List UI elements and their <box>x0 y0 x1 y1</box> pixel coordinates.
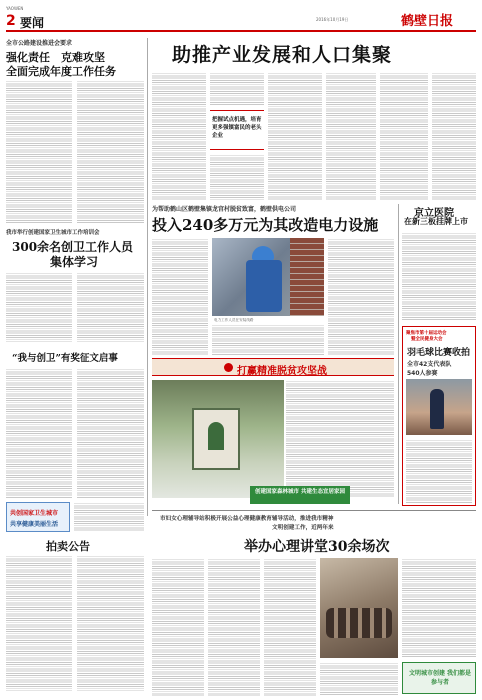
article-body <box>210 154 264 200</box>
lead-headline: 助推产业发展和人口集聚 <box>172 44 393 66</box>
column-divider <box>147 38 148 516</box>
article-body <box>152 238 208 356</box>
brick-wall <box>290 238 324 316</box>
banner-text: 共享健康美丽生活 <box>10 521 59 528</box>
badminton-box <box>402 326 476 506</box>
player-figure <box>430 389 444 429</box>
article-title: 集体学习 <box>50 255 99 269</box>
article-body <box>210 72 264 106</box>
article-body <box>286 380 394 498</box>
article-body <box>380 72 428 200</box>
article-hygiene-training <box>6 228 148 344</box>
article-essay-notice <box>6 350 144 500</box>
badminton-photo <box>406 379 472 435</box>
article-power-grid <box>152 204 394 356</box>
article-title: “我与创卫”有奖征文启事 <box>12 353 118 364</box>
article-kicker: 为帮助鹤山区鹤壁集镇龙宫村脱贫致富，鹤壁供电公司 <box>152 206 297 213</box>
lecture-photo <box>320 558 398 658</box>
banner-text: 共创国家卫生城市 <box>10 510 59 517</box>
worker-helmet <box>252 246 274 260</box>
article-industry <box>152 38 476 200</box>
article-body <box>402 232 476 320</box>
article-headline: 举办心理讲堂30余场次 <box>244 539 390 555</box>
article-body <box>432 72 476 200</box>
article-kicker: 市妇女心理辅导站积极开展公益心理健康教育辅导活动，推进我市精神 <box>160 516 334 522</box>
article-title: 京立医院 <box>414 208 454 219</box>
masthead-meta-left: YAOWEN <box>6 6 24 11</box>
article-body <box>74 502 144 532</box>
article-headline: 投入240多万元为其改造电力设施 <box>152 216 379 234</box>
bottom-rule <box>152 510 476 511</box>
banner-text: 创建国家森林城市 共建生态宜居家园 <box>255 489 345 495</box>
auction-notice <box>6 538 144 694</box>
article-body <box>77 80 144 224</box>
power-worker-photo <box>212 238 324 316</box>
article-body <box>152 72 206 200</box>
article-body <box>406 439 472 503</box>
civilization-banner <box>402 662 476 694</box>
article-title: 强化责任 克难攻坚 <box>6 51 105 64</box>
article-body <box>212 324 324 356</box>
box-title: 羽毛球比赛收拍 <box>407 348 471 358</box>
article-body <box>6 80 72 224</box>
box-kicker: 聚焦市第十届运动会 <box>406 331 447 336</box>
article-body <box>77 368 144 498</box>
notice-title: 拍卖公告 <box>46 540 90 553</box>
page-number: 2 <box>6 13 16 29</box>
banner-icon <box>224 363 233 372</box>
notice-body <box>6 555 72 691</box>
masthead <box>6 6 476 32</box>
banner-text: 打赢精准脱贫攻坚战 <box>237 366 327 377</box>
article-body <box>6 368 72 498</box>
notice-body <box>77 555 144 691</box>
section-title: 要闻 <box>20 16 45 30</box>
forest-city-photo <box>152 380 284 498</box>
article-body <box>264 558 316 696</box>
pull-quote <box>210 110 264 150</box>
forest-city-banner <box>250 486 350 504</box>
box-subtitle: 全市42支代表队 <box>407 361 452 368</box>
article-body <box>328 238 394 356</box>
photo-caption: 电力工作人员在安装线路 <box>214 318 254 322</box>
pull-quote-text: 把握试点机遇，培育更多强镇富民的老头企业 <box>212 117 262 139</box>
article-title: 在新三板挂牌上市 <box>404 216 468 226</box>
article-title: 300余名创卫工作人员 <box>12 240 134 254</box>
poverty-alleviation-banner <box>152 358 394 376</box>
sign-symbol <box>208 422 224 450</box>
article-body <box>77 272 144 342</box>
hygiene-city-banner <box>6 502 70 532</box>
box-subtitle: 540人参赛 <box>407 370 438 377</box>
article-body <box>208 558 260 696</box>
people-row <box>326 608 392 638</box>
article-hospital <box>402 204 476 322</box>
masthead-rule <box>6 30 476 32</box>
article-body <box>6 272 72 342</box>
article-title: 全面完成年度工作任务 <box>6 65 116 78</box>
worker-body <box>246 260 282 312</box>
article-kicker: 文明创建工作，近两年来 <box>272 525 334 531</box>
article-body <box>268 72 322 200</box>
article-body <box>320 662 398 696</box>
newspaper-logo: 鹤壁日报 <box>401 14 454 29</box>
article-body <box>152 558 204 696</box>
article-kicker: 全市公路建设推进会要求 <box>6 40 73 47</box>
banner-text: 文明城市创建 我们都是参与者 <box>408 670 472 686</box>
masthead-meta-right: 2016年10月19日 <box>316 17 349 22</box>
article-body <box>402 558 476 658</box>
box-kicker: 暨全民健身大会 <box>411 337 443 342</box>
article-psychology <box>152 514 476 696</box>
article-road-meeting <box>6 38 144 226</box>
article-kicker: 我市举行创建国家卫生城市工作培训会 <box>6 230 100 236</box>
right-divider <box>398 204 399 504</box>
article-body <box>326 72 376 200</box>
